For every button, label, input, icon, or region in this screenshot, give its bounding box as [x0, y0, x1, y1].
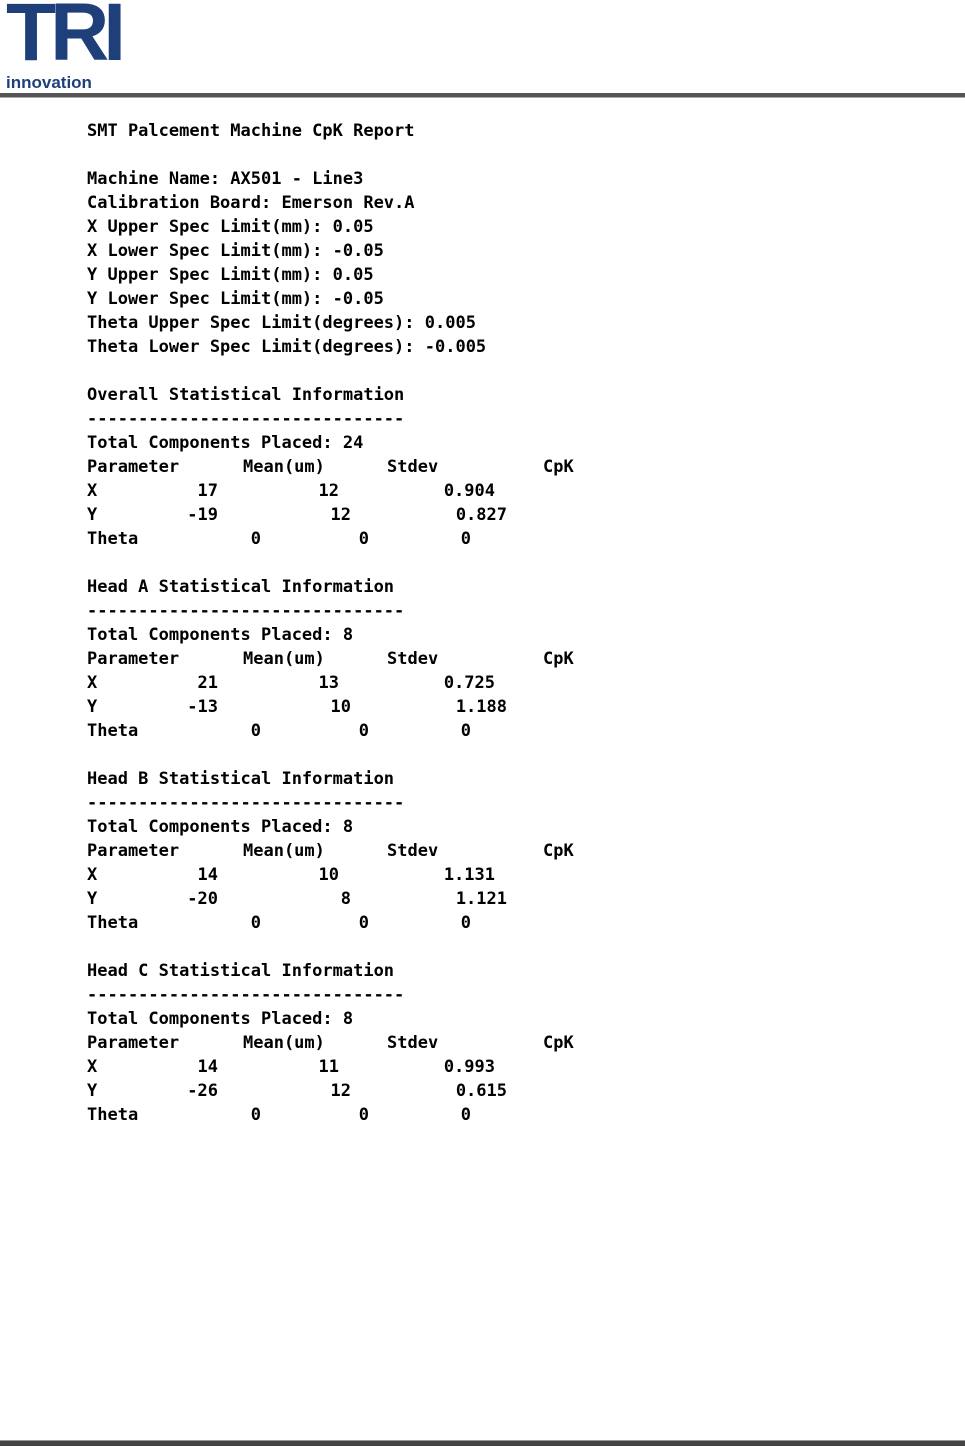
column-header-parameter: Parameter [87, 649, 180, 669]
section-divider: ------------------------------- [87, 601, 405, 621]
section-divider: ------------------------------- [87, 409, 405, 429]
spec-line-theta-lsl: Theta Lower Spec Limit(degrees): -0.005 [87, 337, 487, 357]
section-heading: Head C Statistical Information [87, 961, 395, 981]
row-stdev: 12 [330, 1081, 351, 1101]
row-stdev: 12 [318, 481, 339, 501]
row-mean: 14 [197, 1057, 218, 1077]
row-mean: 17 [197, 481, 218, 501]
footer-divider [0, 1440, 965, 1446]
row-parameter: Y [87, 697, 98, 717]
column-header-mean: Mean(um) [243, 457, 325, 477]
column-header-mean: Mean(um) [243, 649, 325, 669]
column-header-cpk: CpK [543, 457, 574, 477]
row-stdev: 11 [318, 1057, 339, 1077]
row-stdev: 8 [340, 889, 351, 909]
column-header-mean: Mean(um) [243, 1033, 325, 1053]
section-heading: Head B Statistical Information [87, 769, 395, 789]
company-logo [6, 0, 121, 92]
row-parameter: X [87, 673, 98, 693]
row-parameter: Theta [87, 529, 139, 549]
column-header-stdev: Stdev [387, 1033, 439, 1053]
row-parameter: X [87, 1057, 98, 1077]
spec-line-machine-name: Machine Name: AX501 - Line3 [87, 169, 364, 189]
row-mean: 0 [250, 913, 261, 933]
row-cpk: 1.121 [455, 889, 507, 909]
column-header-parameter: Parameter [87, 457, 180, 477]
section-heading: Overall Statistical Information [87, 385, 405, 405]
row-cpk: 0.904 [443, 481, 495, 501]
row-mean: 0 [250, 529, 261, 549]
column-header-stdev: Stdev [387, 841, 439, 861]
row-parameter: Y [87, 505, 98, 525]
row-mean: 14 [197, 865, 218, 885]
row-stdev: 12 [330, 505, 351, 525]
column-header-mean: Mean(um) [243, 841, 325, 861]
row-mean: 0 [250, 721, 261, 741]
spec-line-x-lsl: X Lower Spec Limit(mm): -0.05 [87, 241, 384, 261]
logo-letters: TRI [6, 0, 121, 78]
row-parameter: Theta [87, 1105, 139, 1125]
total-components: Total Components Placed: 24 [87, 433, 364, 453]
row-mean: -13 [187, 697, 218, 717]
row-parameter: X [87, 481, 98, 501]
row-cpk: 1.131 [443, 865, 495, 885]
row-cpk: 0.993 [443, 1057, 495, 1077]
spec-line-y-lsl: Y Lower Spec Limit(mm): -0.05 [87, 289, 384, 309]
row-stdev: 10 [318, 865, 339, 885]
row-mean: -26 [187, 1081, 218, 1101]
row-cpk: 1.188 [455, 697, 507, 717]
section-divider: ------------------------------- [87, 985, 405, 1005]
total-components: Total Components Placed: 8 [87, 817, 354, 837]
spec-line-theta-usl: Theta Upper Spec Limit(degrees): 0.005 [87, 313, 476, 333]
section-divider: ------------------------------- [87, 793, 405, 813]
report-title: SMT Palcement Machine CpK Report [87, 121, 415, 141]
spec-line-calibration-board: Calibration Board: Emerson Rev.A [87, 193, 415, 213]
column-header-parameter: Parameter [87, 841, 180, 861]
row-cpk: 0.725 [443, 673, 495, 693]
column-header-stdev: Stdev [387, 649, 439, 669]
section-heading: Head A Statistical Information [87, 577, 395, 597]
column-header-cpk: CpK [543, 1033, 574, 1053]
row-cpk: 0 [460, 1105, 471, 1125]
column-header-parameter: Parameter [87, 1033, 180, 1053]
row-cpk: 0 [460, 721, 471, 741]
row-stdev: 0 [358, 529, 369, 549]
row-cpk: 0 [460, 913, 471, 933]
column-header-stdev: Stdev [387, 457, 439, 477]
row-mean: 21 [197, 673, 218, 693]
spec-line-x-usl: X Upper Spec Limit(mm): 0.05 [87, 217, 374, 237]
row-stdev: 10 [330, 697, 351, 717]
row-parameter: Theta [87, 721, 139, 741]
row-cpk: 0.827 [455, 505, 507, 525]
row-parameter: Theta [87, 913, 139, 933]
column-header-cpk: CpK [543, 841, 574, 861]
row-mean: -20 [187, 889, 218, 909]
row-mean: -19 [187, 505, 218, 525]
logo-word: innovation [6, 73, 92, 92]
row-parameter: Y [87, 1081, 98, 1101]
row-stdev: 0 [358, 721, 369, 741]
header-divider [0, 93, 965, 98]
total-components: Total Components Placed: 8 [87, 625, 354, 645]
total-components: Total Components Placed: 8 [87, 1009, 354, 1029]
row-cpk: 0.615 [455, 1081, 507, 1101]
row-stdev: 0 [358, 913, 369, 933]
column-header-cpk: CpK [543, 649, 574, 669]
row-parameter: Y [87, 889, 98, 909]
row-parameter: X [87, 865, 98, 885]
row-cpk: 0 [460, 529, 471, 549]
row-mean: 0 [250, 1105, 261, 1125]
row-stdev: 0 [358, 1105, 369, 1125]
row-stdev: 13 [318, 673, 339, 693]
spec-line-y-usl: Y Upper Spec Limit(mm): 0.05 [87, 265, 374, 285]
